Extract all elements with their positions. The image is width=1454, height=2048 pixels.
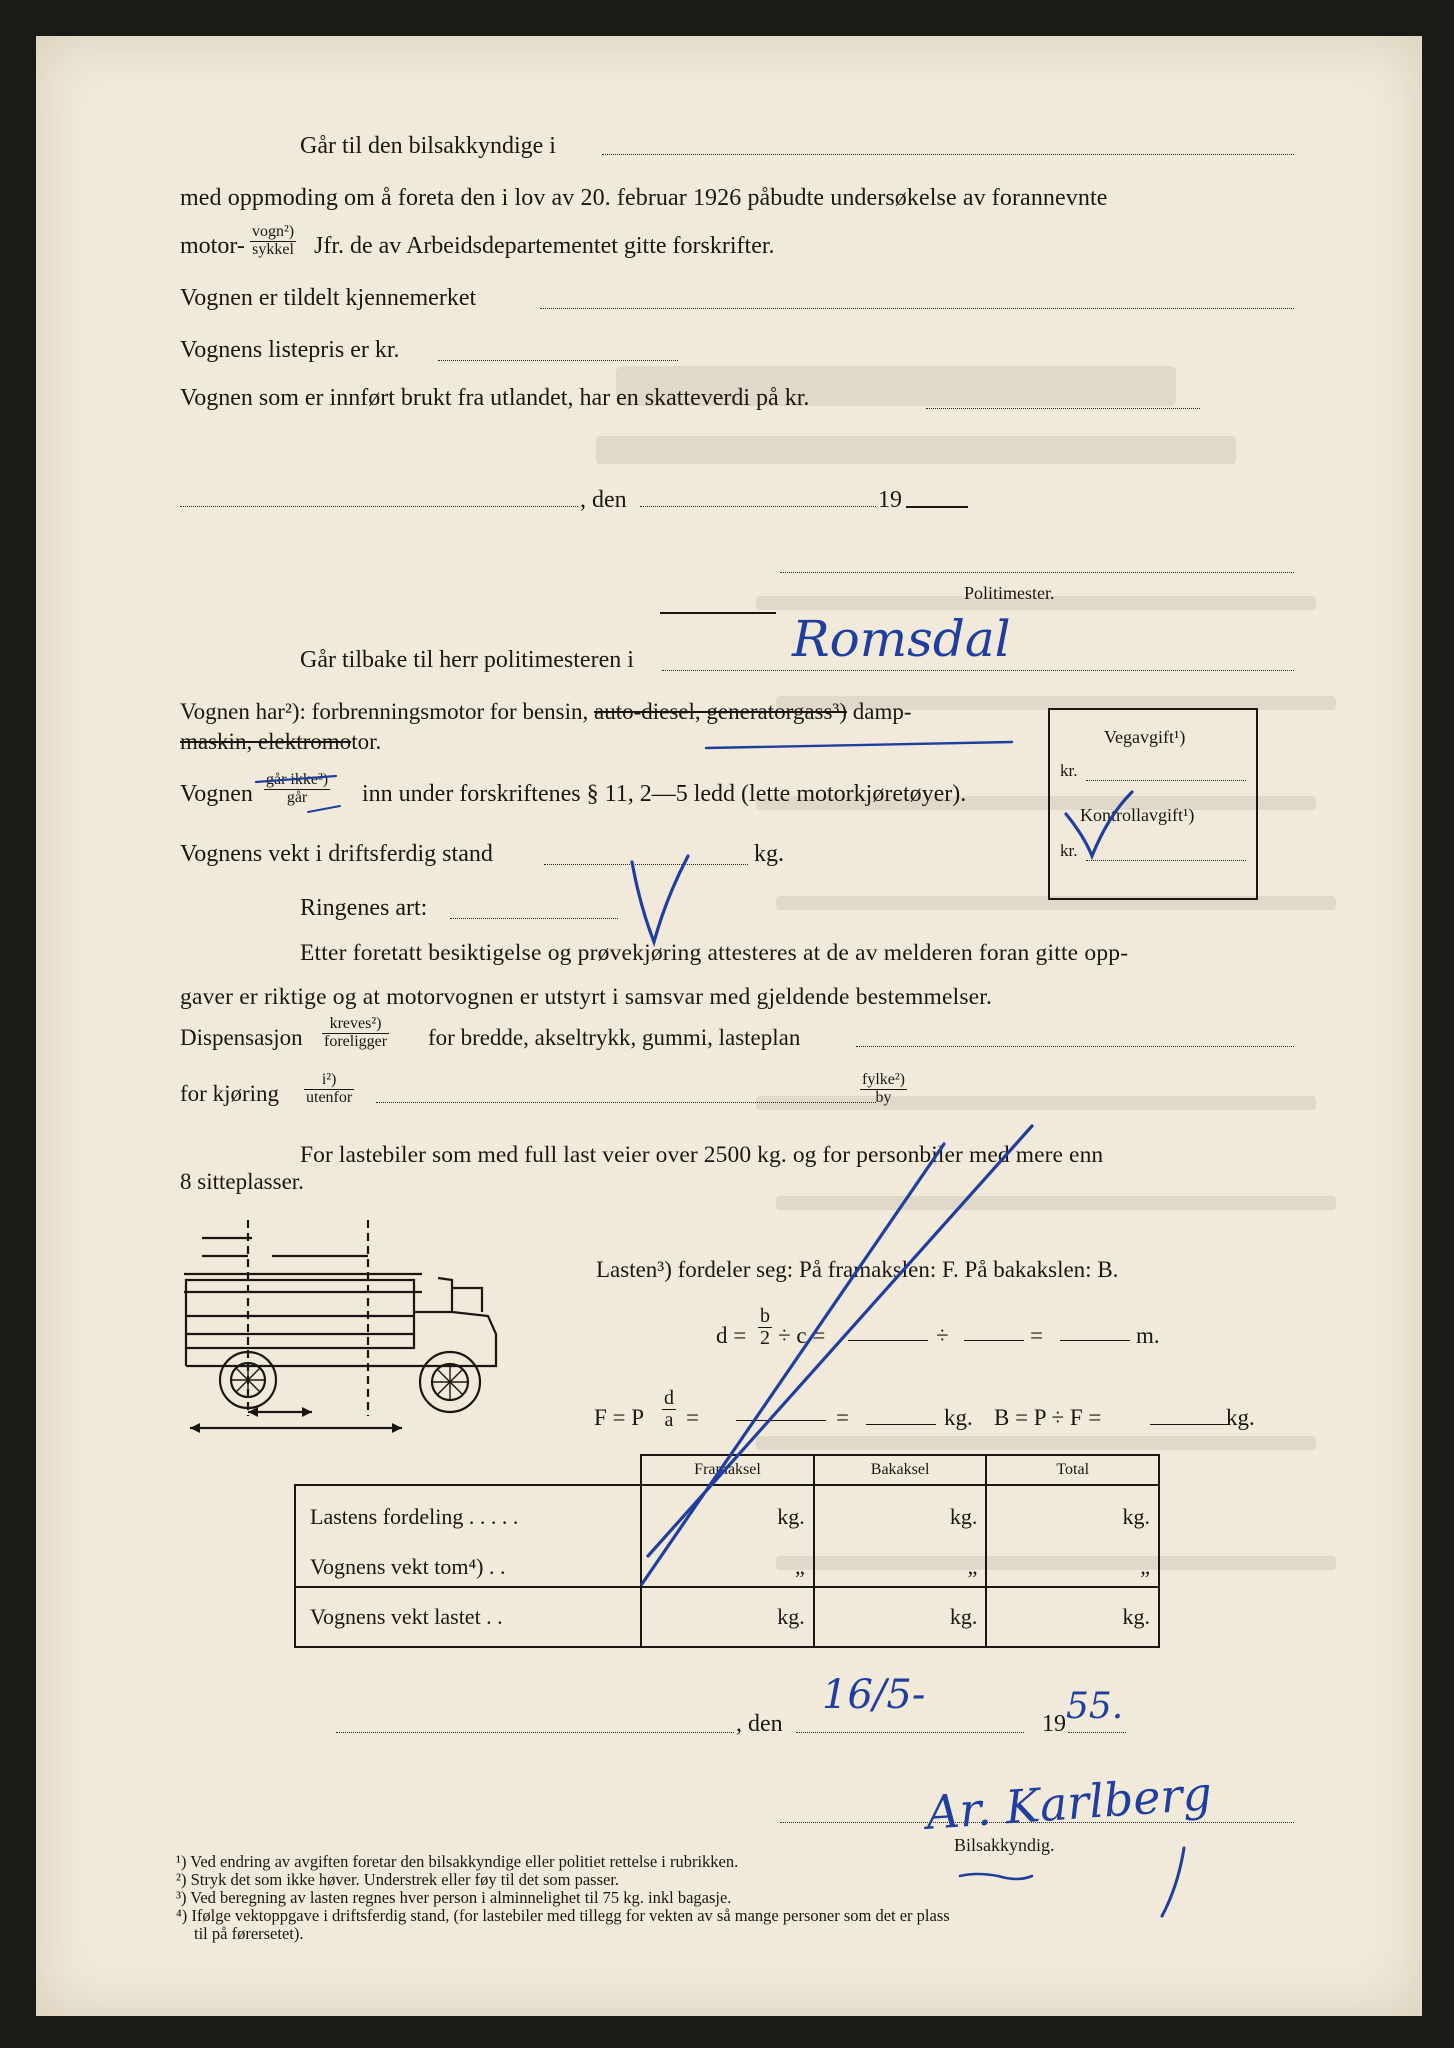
lasten-text: Lasten³) fordeler seg: På framakslen: F. På bakakslen: B. <box>596 1257 1119 1282</box>
weight-distribution-table <box>294 1454 1160 1648</box>
forskrift-text: inn under forskriftenes § 11, 2—5 ledd (lette motorkjøretøyer). <box>362 781 967 807</box>
table-header-row <box>295 1455 1159 1485</box>
fylke-fraction-den: by <box>875 1088 892 1106</box>
kontrollavgift-kr: kr. <box>1060 841 1078 860</box>
disp-fraction-num: kreves²) <box>322 1016 389 1034</box>
disp-label: Dispensasjon <box>180 1025 303 1050</box>
formula-d-field1[interactable] <box>848 1340 928 1341</box>
motor-fraction <box>250 224 296 259</box>
handwritten-signature: Ar. Karlberg <box>924 1766 1214 1840</box>
section1-year-line[interactable] <box>906 506 968 508</box>
kjoring-fraction <box>304 1072 354 1107</box>
vognen-label: Vognen <box>180 781 253 807</box>
motor-line <box>180 700 912 723</box>
motor-line-a: Vognen har²): forbrenningsmotor for bensin, <box>180 699 589 724</box>
motor-suffix: Jfr. de av Arbeidsdepartementet gitte forskrifter. <box>314 233 775 259</box>
fee-box <box>1048 708 1258 900</box>
formula-F-fraction <box>662 1388 676 1431</box>
attest-line2: gaver er riktige og at motorvognen er utstyrt i samsvar med gjeldende bestemmelser. <box>180 984 993 1010</box>
table-cell[interactable]: „ <box>814 1547 987 1587</box>
closing-19: 19 <box>1042 1711 1066 1737</box>
vekt-unit: kg. <box>754 841 784 867</box>
lastebil-line2: 8 sitteplasser. <box>180 1169 304 1194</box>
disp-field[interactable] <box>856 1046 1294 1047</box>
formula-F-field[interactable] <box>736 1420 826 1421</box>
section2-line1: Går tilbake til herr politimesteren i <box>300 647 634 673</box>
formula-m: m. <box>1136 1323 1160 1348</box>
formula-d: d = <box>716 1323 747 1348</box>
formula-d-num: b <box>760 1305 770 1327</box>
attest-line1: Etter foretatt besiktigelse og prøvekjøring attesteres at de av melderen foran gitte opp- <box>300 940 1129 966</box>
table-cell[interactable]: kg. <box>986 1587 1159 1647</box>
closing-den: , den <box>736 1711 783 1737</box>
formula-d-den: 2 <box>760 1327 770 1349</box>
formula-d-field2[interactable] <box>964 1340 1024 1341</box>
motor-strike-a: auto-diesel, generatorgass³) <box>594 699 847 724</box>
footnote-4: ⁴) Ifølge vektoppgave i driftsferdig stand, (for lastebiler med tillegg for vekten av så mange personer som det er plass <box>176 1906 950 1925</box>
handwritten-date: 16/5- <box>822 1672 926 1718</box>
formula-eq2: = <box>836 1405 849 1430</box>
table-cell[interactable]: kg. <box>641 1587 814 1647</box>
motor-fraction-num: vogn²) <box>252 223 295 240</box>
politimester-place-field[interactable] <box>662 670 1294 671</box>
skatteverdi-field[interactable] <box>926 408 1200 409</box>
motor-fraction-den: sykkel <box>252 240 294 258</box>
vegavgift-label: Vegavgift¹) <box>1104 727 1186 747</box>
document-page <box>36 36 1422 2016</box>
section1-place-field[interactable] <box>180 506 578 507</box>
formula-kg2: kg. <box>1226 1405 1255 1430</box>
truck-diagram <box>182 1216 572 1442</box>
listepris-field[interactable] <box>438 360 678 361</box>
kontrollavgift-field[interactable] <box>1086 860 1246 861</box>
formula-minus: ÷ <box>936 1323 949 1348</box>
table-cell[interactable]: kg. <box>986 1485 1159 1547</box>
ringenes-field[interactable] <box>450 918 618 919</box>
kontrollavgift-label: Kontrollavgift¹) <box>1080 805 1195 825</box>
fylke-fraction-num: fylke²) <box>862 1071 905 1088</box>
ringenes-label: Ringenes art: <box>300 895 428 921</box>
motor-line-c: tor. <box>351 729 382 754</box>
table-header-bakaksel: Bakaksel <box>814 1455 987 1485</box>
table-cell[interactable]: kg. <box>814 1587 987 1647</box>
politimester-signature-line[interactable] <box>780 572 1294 573</box>
footnote-1: ¹) Ved endring av avgiften foretar den bilsakkyndige eller politiet rettelse i rubrikken. <box>176 1852 739 1871</box>
table-header-empty <box>295 1455 641 1485</box>
kjoring-fraction-num: i²) <box>304 1072 354 1090</box>
table-row-label: Vognens vekt tom⁴) . . <box>295 1547 641 1587</box>
table-row-label: Lastens fordeling . . . . . <box>295 1485 641 1547</box>
section1-date-field[interactable] <box>640 506 876 507</box>
section1-line2: med oppmoding om å foreta den i lov av 20. februar 1926 påbudte undersøkelse av forannevnte <box>180 185 1108 211</box>
formula-F-eq: = <box>686 1405 699 1430</box>
closing-place-field[interactable] <box>336 1732 734 1733</box>
table-cell[interactable]: „ <box>986 1547 1159 1587</box>
vekt-label: Vognens vekt i driftsferdig stand <box>180 841 493 867</box>
section1-den: , den <box>580 487 627 513</box>
politimester-title: Politimester. <box>964 583 1055 603</box>
formula-kg: kg. <box>944 1405 973 1430</box>
gar-fraction-num: går ikke²) <box>266 771 329 788</box>
formula-eq: = <box>1030 1323 1043 1348</box>
motor-strike-b: maskin, elektromo <box>180 729 352 754</box>
formula-F-num: d <box>664 1387 674 1409</box>
formula-B: B = P ÷ F = <box>994 1405 1102 1430</box>
formula-B-result[interactable] <box>1150 1424 1230 1425</box>
closing-date-field[interactable] <box>796 1732 1024 1733</box>
gar-fraction <box>264 772 330 807</box>
motor-prefix: motor- <box>180 233 245 259</box>
disp-fraction-den: foreligger <box>324 1032 388 1050</box>
formula-F-result[interactable] <box>866 1424 936 1425</box>
section-separator <box>660 612 776 614</box>
closing-year-field[interactable] <box>1068 1732 1126 1733</box>
kjoring-fraction-den: utenfor <box>306 1088 353 1106</box>
kjoring-label: for kjøring <box>180 1081 280 1106</box>
formula-d-result[interactable] <box>1060 1340 1130 1341</box>
vegavgift-kr: kr. <box>1060 761 1078 780</box>
section1-19: 19 <box>878 487 902 513</box>
table-row <box>295 1485 1159 1547</box>
formula-d-rest: ÷ c = <box>778 1323 826 1348</box>
table-cell[interactable]: kg. <box>814 1485 987 1547</box>
table-header-framaksel: Framaksel <box>641 1455 814 1485</box>
fylke-fraction <box>860 1072 907 1107</box>
formula-d-fraction <box>758 1306 772 1349</box>
vegavgift-field[interactable] <box>1086 780 1246 781</box>
handwritten-year: 55. <box>1066 1686 1124 1727</box>
footnote-2: ²) Stryk det som ikke høver. Understrek eller føy til det som passer. <box>176 1870 620 1889</box>
bilsakkyndig-place-field[interactable] <box>602 154 1294 155</box>
table-cell[interactable]: kg. <box>641 1485 814 1547</box>
gar-fraction-den: går <box>286 788 308 806</box>
handwritten-place: Romsdal <box>792 610 1011 668</box>
disp-fraction <box>322 1016 389 1051</box>
table-row <box>295 1587 1159 1647</box>
lastebil-line1: For lastebiler som med full last veier over 2500 kg. og for personbiler med mere enn <box>300 1142 1104 1168</box>
kjoring-field[interactable] <box>376 1102 876 1103</box>
table-row-label: Vognens vekt lastet . . <box>295 1587 641 1647</box>
disp-suffix: for bredde, akseltrykk, gummi, lasteplan <box>428 1025 801 1050</box>
section1-line4: Vognen er tildelt kjennemerket <box>180 285 477 311</box>
table-row <box>295 1547 1159 1587</box>
footnote-4-cont: til på førersetet). <box>194 1924 304 1943</box>
footnote-3: ³) Ved beregning av lasten regnes hver person i alminnelighet til 75 kg. inkl bagasje. <box>176 1888 732 1907</box>
formula-F: F = P <box>594 1405 645 1430</box>
section1-line6: Vognen som er innført brukt fra utlandet, har en skatteverdi på kr. <box>180 385 810 411</box>
motor-line-b: damp- <box>852 699 912 724</box>
bilsakkyndig-title: Bilsakkyndig. <box>954 1835 1055 1855</box>
section1-line5: Vognens listepris er kr. <box>180 337 400 363</box>
motor-line-2 <box>180 730 381 753</box>
kjennemerke-field[interactable] <box>540 308 1294 309</box>
table-header-total: Total <box>986 1455 1159 1485</box>
formula-F-den: a <box>664 1409 674 1431</box>
vekt-field[interactable] <box>544 864 748 865</box>
table-cell[interactable]: „ <box>641 1547 814 1587</box>
section1-line1: Går til den bilsakkyndige i <box>300 133 556 159</box>
